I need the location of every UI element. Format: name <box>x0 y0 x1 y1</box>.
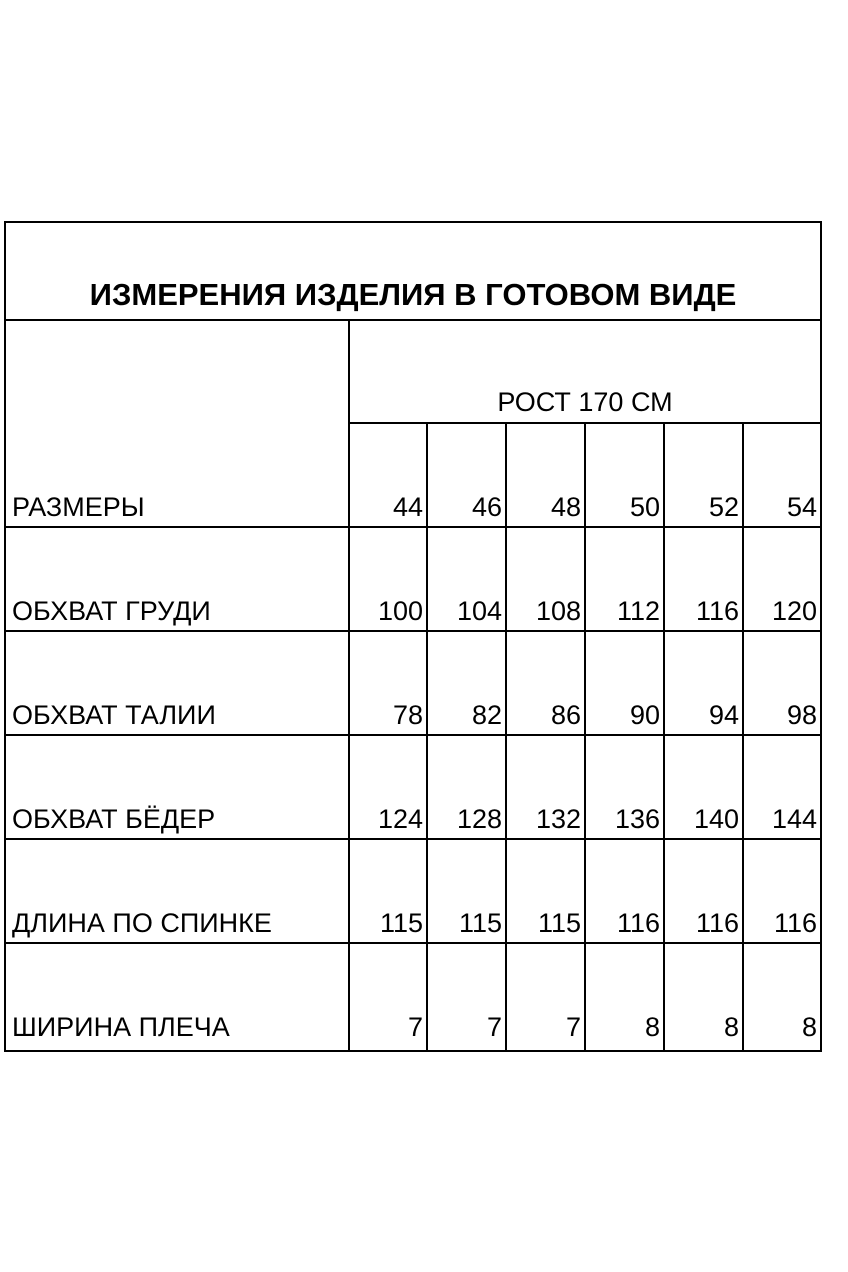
measurement-value: 116 <box>695 908 739 938</box>
measurement-value: 8 <box>801 1012 817 1042</box>
measurement-value: 144 <box>771 804 817 834</box>
measurement-value: 115 <box>379 908 423 938</box>
height-label: РОСТ 170 СМ <box>497 387 673 417</box>
measurement-value: 112 <box>616 596 660 626</box>
measurement-value: 108 <box>535 596 581 626</box>
row-divider <box>6 630 820 632</box>
sizes-label: РАЗМЕРЫ <box>12 492 145 522</box>
measurement-value: 136 <box>614 804 660 834</box>
measurement-value: 140 <box>693 804 739 834</box>
size-header-cell: 48 <box>550 492 581 522</box>
measurement-value: 132 <box>535 804 581 834</box>
row-divider <box>6 734 820 736</box>
measurement-value: 82 <box>471 700 502 730</box>
measurement-value: 116 <box>695 596 739 626</box>
measurement-value: 86 <box>550 700 581 730</box>
measurement-label: ШИРИНА ПЛЕЧА <box>12 1012 230 1042</box>
label-column-divider <box>348 321 350 1050</box>
measurement-value: 98 <box>786 700 817 730</box>
measurement-label: ОБХВАТ ГРУДИ <box>12 596 211 626</box>
measurement-value: 8 <box>644 1012 660 1042</box>
title-row <box>6 223 820 321</box>
measurement-value: 128 <box>456 804 502 834</box>
row-divider <box>6 942 820 944</box>
row-divider <box>6 838 820 840</box>
measurement-value: 7 <box>486 1012 502 1042</box>
measurement-value: 94 <box>708 700 739 730</box>
size-header-cell: 54 <box>786 492 817 522</box>
size-chart-table <box>4 221 822 1052</box>
measurement-label: ОБХВАТ БЁДЕР <box>12 804 216 834</box>
measurement-value: 8 <box>723 1012 739 1042</box>
measurement-value: 116 <box>616 908 660 938</box>
measurement-value: 116 <box>773 908 817 938</box>
measurement-label: ОБХВАТ ТАЛИИ <box>12 700 216 730</box>
measurement-value: 7 <box>407 1012 423 1042</box>
measurement-value: 115 <box>537 908 581 938</box>
size-header-cell: 46 <box>471 492 502 522</box>
measurement-value: 104 <box>456 596 502 626</box>
measurement-value: 115 <box>458 908 502 938</box>
size-header-cell: 50 <box>629 492 660 522</box>
table-title: ИЗМЕРЕНИЯ ИЗДЕЛИЯ В ГОТОВОМ ВИДЕ <box>89 277 737 312</box>
size-header-cell: 52 <box>708 492 739 522</box>
measurement-value: 120 <box>771 596 817 626</box>
measurement-label: ДЛИНА ПО СПИНКЕ <box>12 908 272 938</box>
measurement-value: 90 <box>629 700 660 730</box>
measurement-value: 100 <box>377 596 423 626</box>
row-divider <box>6 526 820 528</box>
measurement-value: 7 <box>565 1012 581 1042</box>
measurement-value: 124 <box>377 804 423 834</box>
measurement-value: 78 <box>392 700 423 730</box>
size-header-cell: 44 <box>392 492 423 522</box>
